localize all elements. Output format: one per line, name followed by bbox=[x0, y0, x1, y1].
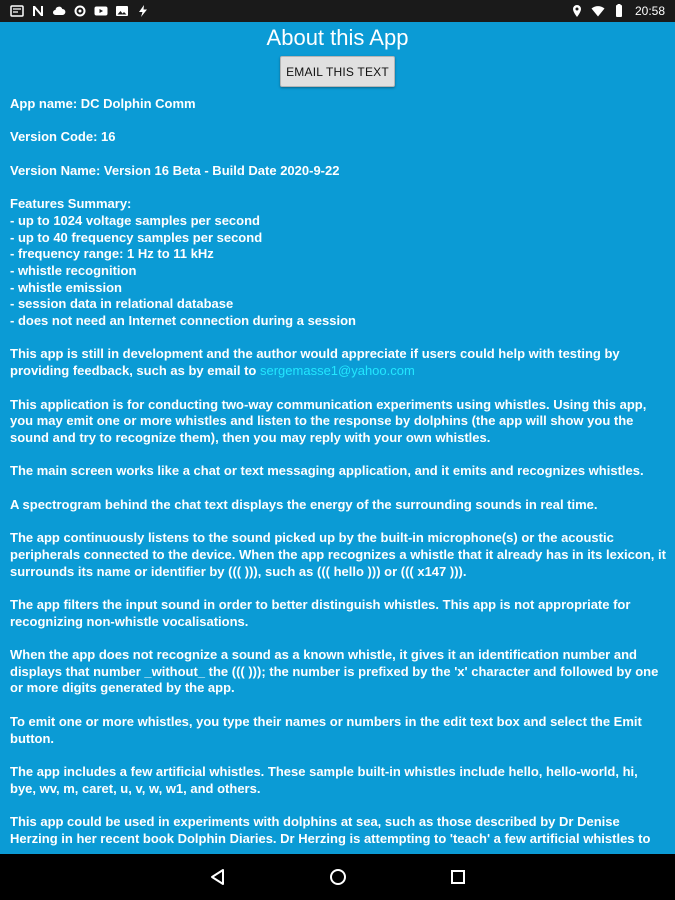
dev-feedback-paragraph bbox=[10, 346, 666, 379]
feature-item: - session data in relational database bbox=[10, 296, 234, 312]
paragraph-emit: To emit one or more whistles, you type their names or numbers in the edit text box and select the Emit button. bbox=[10, 713, 642, 746]
settings-icon bbox=[73, 4, 87, 18]
version-name: Version Name: Version 16 Beta - Build Date 2020-9-22 bbox=[10, 162, 340, 178]
dev-feedback-text: This app is still in development and the author would appreciate if users could help with testing by providing feedback, such as by email to bbox=[10, 346, 620, 379]
paragraph-filtering: The app filters the input sound in order to better distinguish whistles. This app is not appropriate for recognizing non-whistle vocalisations. bbox=[10, 596, 631, 629]
paragraph-spectrogram: A spectrogram behind the chat text displays the energy of the surrounding sounds in real time. bbox=[10, 496, 598, 512]
paragraph-main-screen: The main screen works like a chat or text messaging application, and it emits and recognizes whistles. bbox=[10, 463, 644, 479]
location-icon bbox=[570, 4, 584, 18]
paragraph-unknown-whistle: When the app does not recognize a sound as a known whistle, it gives it an identification number and displays that number _without_ the ((( ))); the number is prefixed by the 'x' character and followed by one or more digits generated by the app. bbox=[10, 647, 659, 696]
paragraph-two-way-communication: This application is for conducting two-way communication experiments using whistles. Using this app, you may emit one or more whistles and listen to the response by dolphins (the app will show you the sound and try to recognize them), then you may reply with your own whistles. bbox=[10, 396, 647, 445]
paragraph-dolphins-at-sea: This app could be used in experiments with dolphins at sea, such as those described by Dr Denise Herzing in her recent book Dolphin Diaries. Dr Herzing is attempting to 'teach' a few artificial whistles to bbox=[10, 814, 651, 846]
feature-item: - up to 1024 voltage samples per second bbox=[10, 212, 260, 228]
app-name: App name: DC Dolphin Comm bbox=[10, 96, 196, 111]
status-bar-left bbox=[10, 4, 150, 18]
youtube-icon bbox=[94, 4, 108, 18]
page-title: About this App bbox=[266, 25, 409, 50]
email-link[interactable]: sergemasse1@yahoo.com bbox=[259, 363, 415, 379]
cloud-icon bbox=[52, 4, 66, 18]
lightning-icon bbox=[136, 4, 150, 18]
notification-icon bbox=[10, 4, 24, 18]
home-button[interactable] bbox=[318, 857, 358, 897]
email-this-text-button[interactable]: EMAIL THIS TEXT bbox=[280, 56, 395, 87]
feature-item: - whistle recognition bbox=[10, 262, 137, 278]
features-title: Features Summary: bbox=[10, 196, 132, 212]
feature-item: - does not need an Internet connection during a session bbox=[10, 313, 356, 329]
navigation-bar bbox=[0, 854, 675, 900]
feature-item: - up to 40 frequency samples per second bbox=[10, 229, 263, 245]
battery-icon bbox=[612, 4, 626, 18]
n-icon bbox=[31, 4, 45, 18]
feature-item: - frequency range: 1 Hz to 11 kHz bbox=[10, 246, 214, 262]
back-icon bbox=[208, 867, 228, 887]
version-code: Version Code: 16 bbox=[10, 129, 116, 145]
image-icon bbox=[115, 4, 129, 18]
status-bar-right bbox=[570, 4, 665, 18]
status-time: 20:58 bbox=[634, 4, 665, 18]
recents-icon bbox=[448, 867, 468, 887]
back-button[interactable] bbox=[198, 857, 238, 897]
about-text[interactable] bbox=[10, 96, 666, 854]
paragraph-listening: The app continuously listens to the sound picked up by the built-in microphone(s) or the acoustic peripherals connected to the device. When the app recognizes a whistle that it already has in its lexicon, it surrounds its name or identifier by ((( ))), such as ((( hello ))) or ((( x147 ))). bbox=[10, 530, 666, 579]
paragraph-artificial-whistles: The app includes a few artificial whistles. These sample built-in whistles include hello, hello-world, hi, bye, wv, m, caret, u, v, w, w1, and others. bbox=[10, 763, 638, 796]
status-bar bbox=[0, 0, 675, 22]
wifi-icon bbox=[591, 4, 605, 18]
recents-button[interactable] bbox=[438, 857, 478, 897]
home-icon bbox=[328, 867, 348, 887]
feature-item: - whistle emission bbox=[10, 279, 122, 295]
features-summary bbox=[10, 196, 666, 330]
